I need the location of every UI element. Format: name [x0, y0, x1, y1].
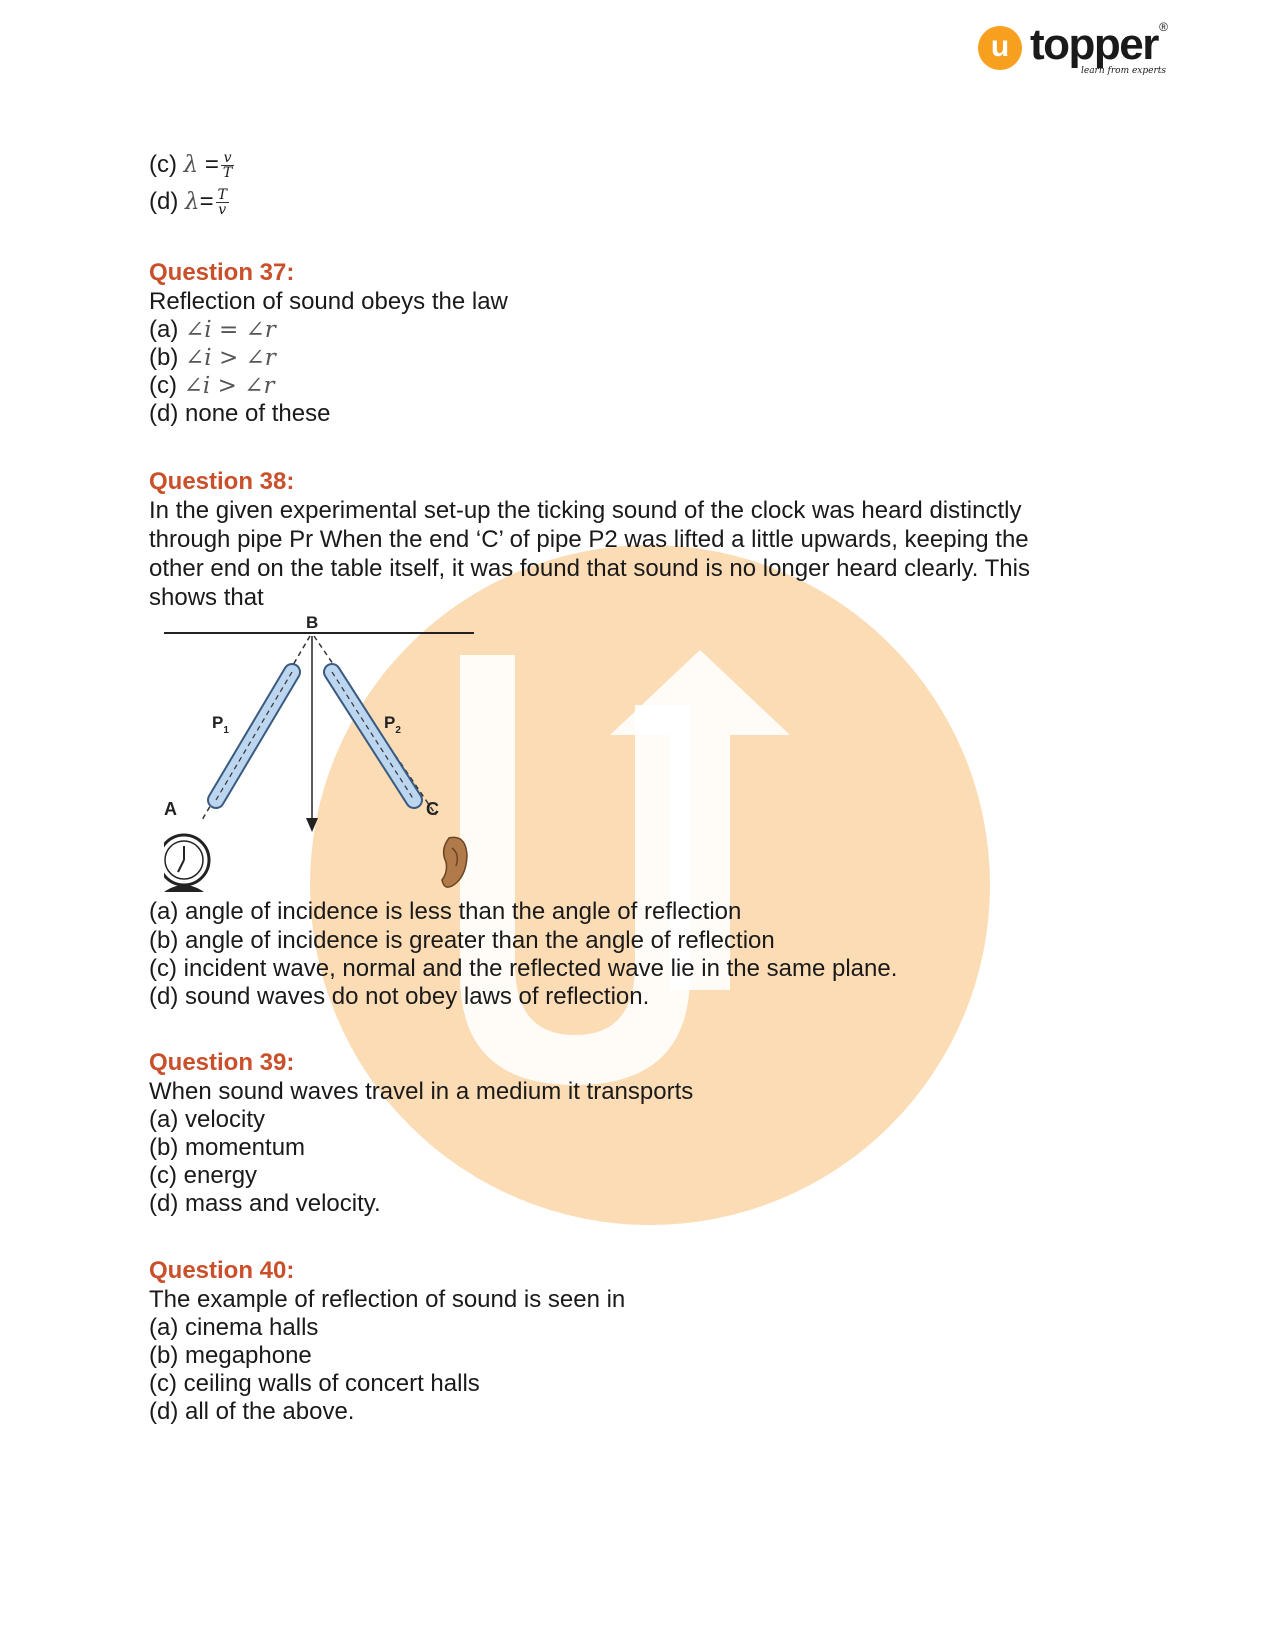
question-37-option-a: (a) ∠i = ∠r	[149, 316, 276, 343]
question-39-option-d: (d) mass and velocity.	[149, 1190, 381, 1217]
label-c: C	[426, 799, 439, 819]
label-p2-sub: 2	[395, 725, 401, 736]
question-40-title: Question 40:	[149, 1257, 295, 1284]
question-39-option-a: (a) velocity	[149, 1106, 266, 1133]
prev-option-c: (c) λ = $\frac{v}{T}$	[149, 150, 233, 182]
registered-mark: ®	[1159, 20, 1168, 34]
question-37-option-c: (c) ∠i > ∠r	[149, 372, 275, 399]
logo-badge-icon: u	[978, 26, 1022, 70]
question-37-option-b: (b) ∠i > ∠r	[149, 344, 276, 371]
question-40-text: The example of reflection of sound is seen in	[149, 1286, 626, 1313]
fraction-v-over-t: $\frac{v}{T}$	[222, 150, 233, 182]
prev-option-d: (d) λ= $\frac{T}{v}$	[149, 187, 227, 219]
question-39-option-b: (b) momentum	[149, 1134, 306, 1161]
question-39-title: Question 39:	[149, 1049, 295, 1076]
clock-icon	[164, 835, 209, 892]
question-40-option-d: (d) all of the above.	[149, 1398, 355, 1425]
question-40-option-c: (c) ceiling walls of concert halls	[149, 1370, 480, 1397]
label-p2: P	[384, 713, 396, 732]
normal-arrowhead	[306, 818, 318, 832]
question-37-title: Question 37:	[149, 259, 295, 286]
question-39-text: When sound waves travel in a medium it transports	[149, 1078, 694, 1105]
question-37-option-d: (d) none of these	[149, 400, 331, 427]
label-b: B	[306, 613, 319, 632]
question-37-text: Reflection of sound obeys the law	[149, 288, 508, 315]
question-39-option-c: (c) energy	[149, 1162, 258, 1189]
logo-wordmark: topper	[1030, 20, 1158, 69]
question-40-option-a: (a) cinema halls	[149, 1314, 319, 1341]
logo-tagline: learn from experts	[1080, 66, 1166, 76]
question-38-option-a: (a) angle of incidence is less than the angle of reflection	[149, 898, 742, 925]
label-p1: P	[212, 713, 224, 732]
question-38-option-b: (b) angle of incidence is greater than the angle of reflection	[149, 927, 775, 954]
svg-text:P2	[384, 713, 401, 736]
fraction-t-over-v: $\frac{T}{v}$	[217, 187, 227, 219]
reflection-setup-diagram	[164, 610, 519, 910]
topper-logo[interactable]	[978, 20, 1168, 80]
ear-icon	[442, 837, 467, 887]
svg-text:P1	[212, 713, 229, 736]
label-a: A	[164, 799, 177, 819]
question-40-option-b: (b) megaphone	[149, 1342, 312, 1369]
question-38-text: In the given experimental set-up the ticking sound of the clock was heard distinctly through pipe Pr When the end ‘C’ of pipe P2 was lifted a little upwards, keeping the other end on the table itself, it was found that sound is no longer heard clearly. This shows that	[149, 497, 1030, 611]
question-38-option-d: (d) sound waves do not obey laws of reflection.	[149, 983, 650, 1010]
label-p1-sub: 1	[223, 725, 229, 736]
question-38-title: Question 38:	[149, 468, 295, 495]
question-38-option-c: (c) incident wave, normal and the reflected wave lie in the same plane.	[149, 955, 898, 982]
